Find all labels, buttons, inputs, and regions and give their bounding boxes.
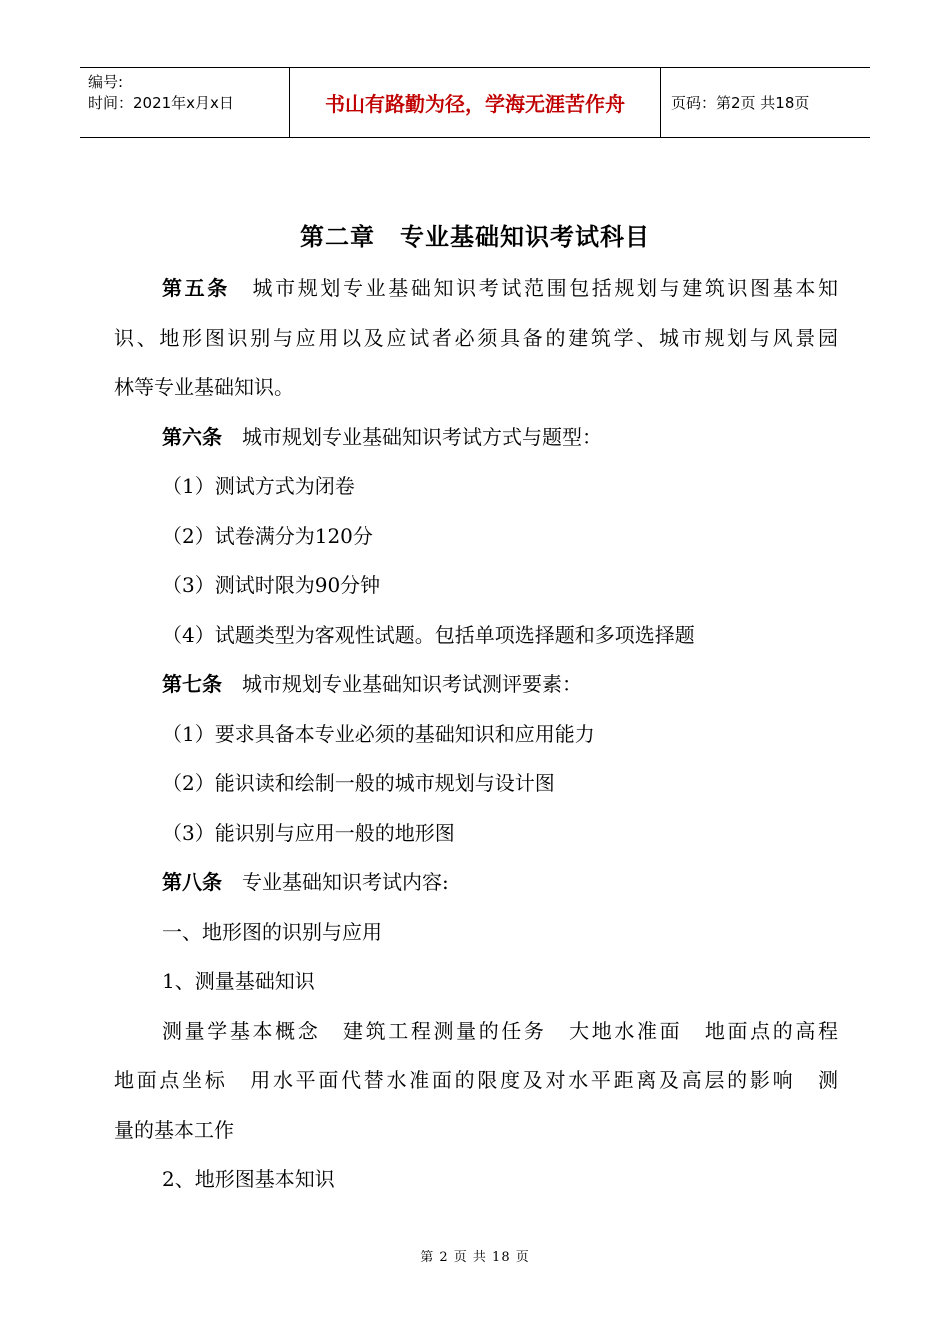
article-8-label: 第八条	[162, 870, 222, 894]
document-body	[114, 264, 838, 1205]
article-6-label: 第六条	[162, 424, 222, 449]
page-header	[80, 67, 870, 138]
number-label: 编号:	[88, 73, 124, 91]
header-page-info: 页码：第2页 共18页	[671, 94, 810, 112]
chapter-title: 第二章 专业基础知识考试科目	[300, 223, 650, 251]
article-5-line-3: 林等专业基础知识。	[114, 375, 294, 399]
article-6-item-3: （3）测试时限为90分钟	[162, 573, 381, 597]
article-6-item-2: （2）试卷满分为120分	[162, 523, 373, 548]
content-1-line-2: 地面点坐标 用水平面代替水准面的限度及对水平距离及高层的影响 测	[114, 1068, 838, 1092]
article-7-heading	[114, 660, 838, 710]
article-7-item-1: （1）要求具备本专业必须的基础知识和应用能力	[162, 721, 595, 746]
article-7-item-2: （2）能识读和绘制一般的城市规划与设计图	[162, 771, 555, 795]
content-1-line-3: 量的基本工作	[114, 1117, 234, 1142]
section-heading-1: 一、地形图的识别与应用	[162, 919, 382, 944]
article-5-line-1	[114, 264, 838, 314]
article-8-heading	[114, 858, 838, 908]
header-motto: 书山有路勤为径，学海无涯苦作舟	[290, 68, 661, 137]
time-label: 时间：2021年x月x日	[88, 94, 234, 112]
article-8-text: 专业基础知识考试内容:	[242, 870, 449, 894]
article-6-item-1: （1）测试方式为闭卷	[162, 474, 355, 498]
article-7-text: 城市规划专业基础知识考试测评要素：	[242, 672, 582, 696]
header-meta	[80, 68, 290, 137]
subsection-heading-2: 2、地形图基本知识	[162, 1167, 335, 1191]
subsection-heading-1: 1、测量基础知识	[162, 969, 315, 993]
content-1-line-1: 测量学基本概念 建筑工程测量的任务 大地水准面 地面点的高程	[162, 1018, 838, 1043]
article-6-text: 城市规划专业基础知识考试方式与题型：	[242, 424, 602, 449]
article-5-text-1: 城市规划专业基础知识考试范围包括规划与建筑识图基本知	[252, 276, 839, 300]
article-7-item-3: （3）能识别与应用一般的地形图	[162, 820, 455, 845]
article-6-item-4: （4）试题类型为客观性试题。包括单项选择题和多项选择题	[162, 622, 695, 647]
article-7-label: 第七条	[162, 672, 222, 696]
article-5-line-2: 识、地形图识别与应用以及应试者必须具备的建筑学、城市规划与风景园	[114, 325, 838, 350]
article-6-heading	[114, 413, 838, 463]
article-5-label: 第五条	[162, 276, 230, 300]
page-footer: 第 2 页 共 18 页	[420, 1250, 530, 1265]
